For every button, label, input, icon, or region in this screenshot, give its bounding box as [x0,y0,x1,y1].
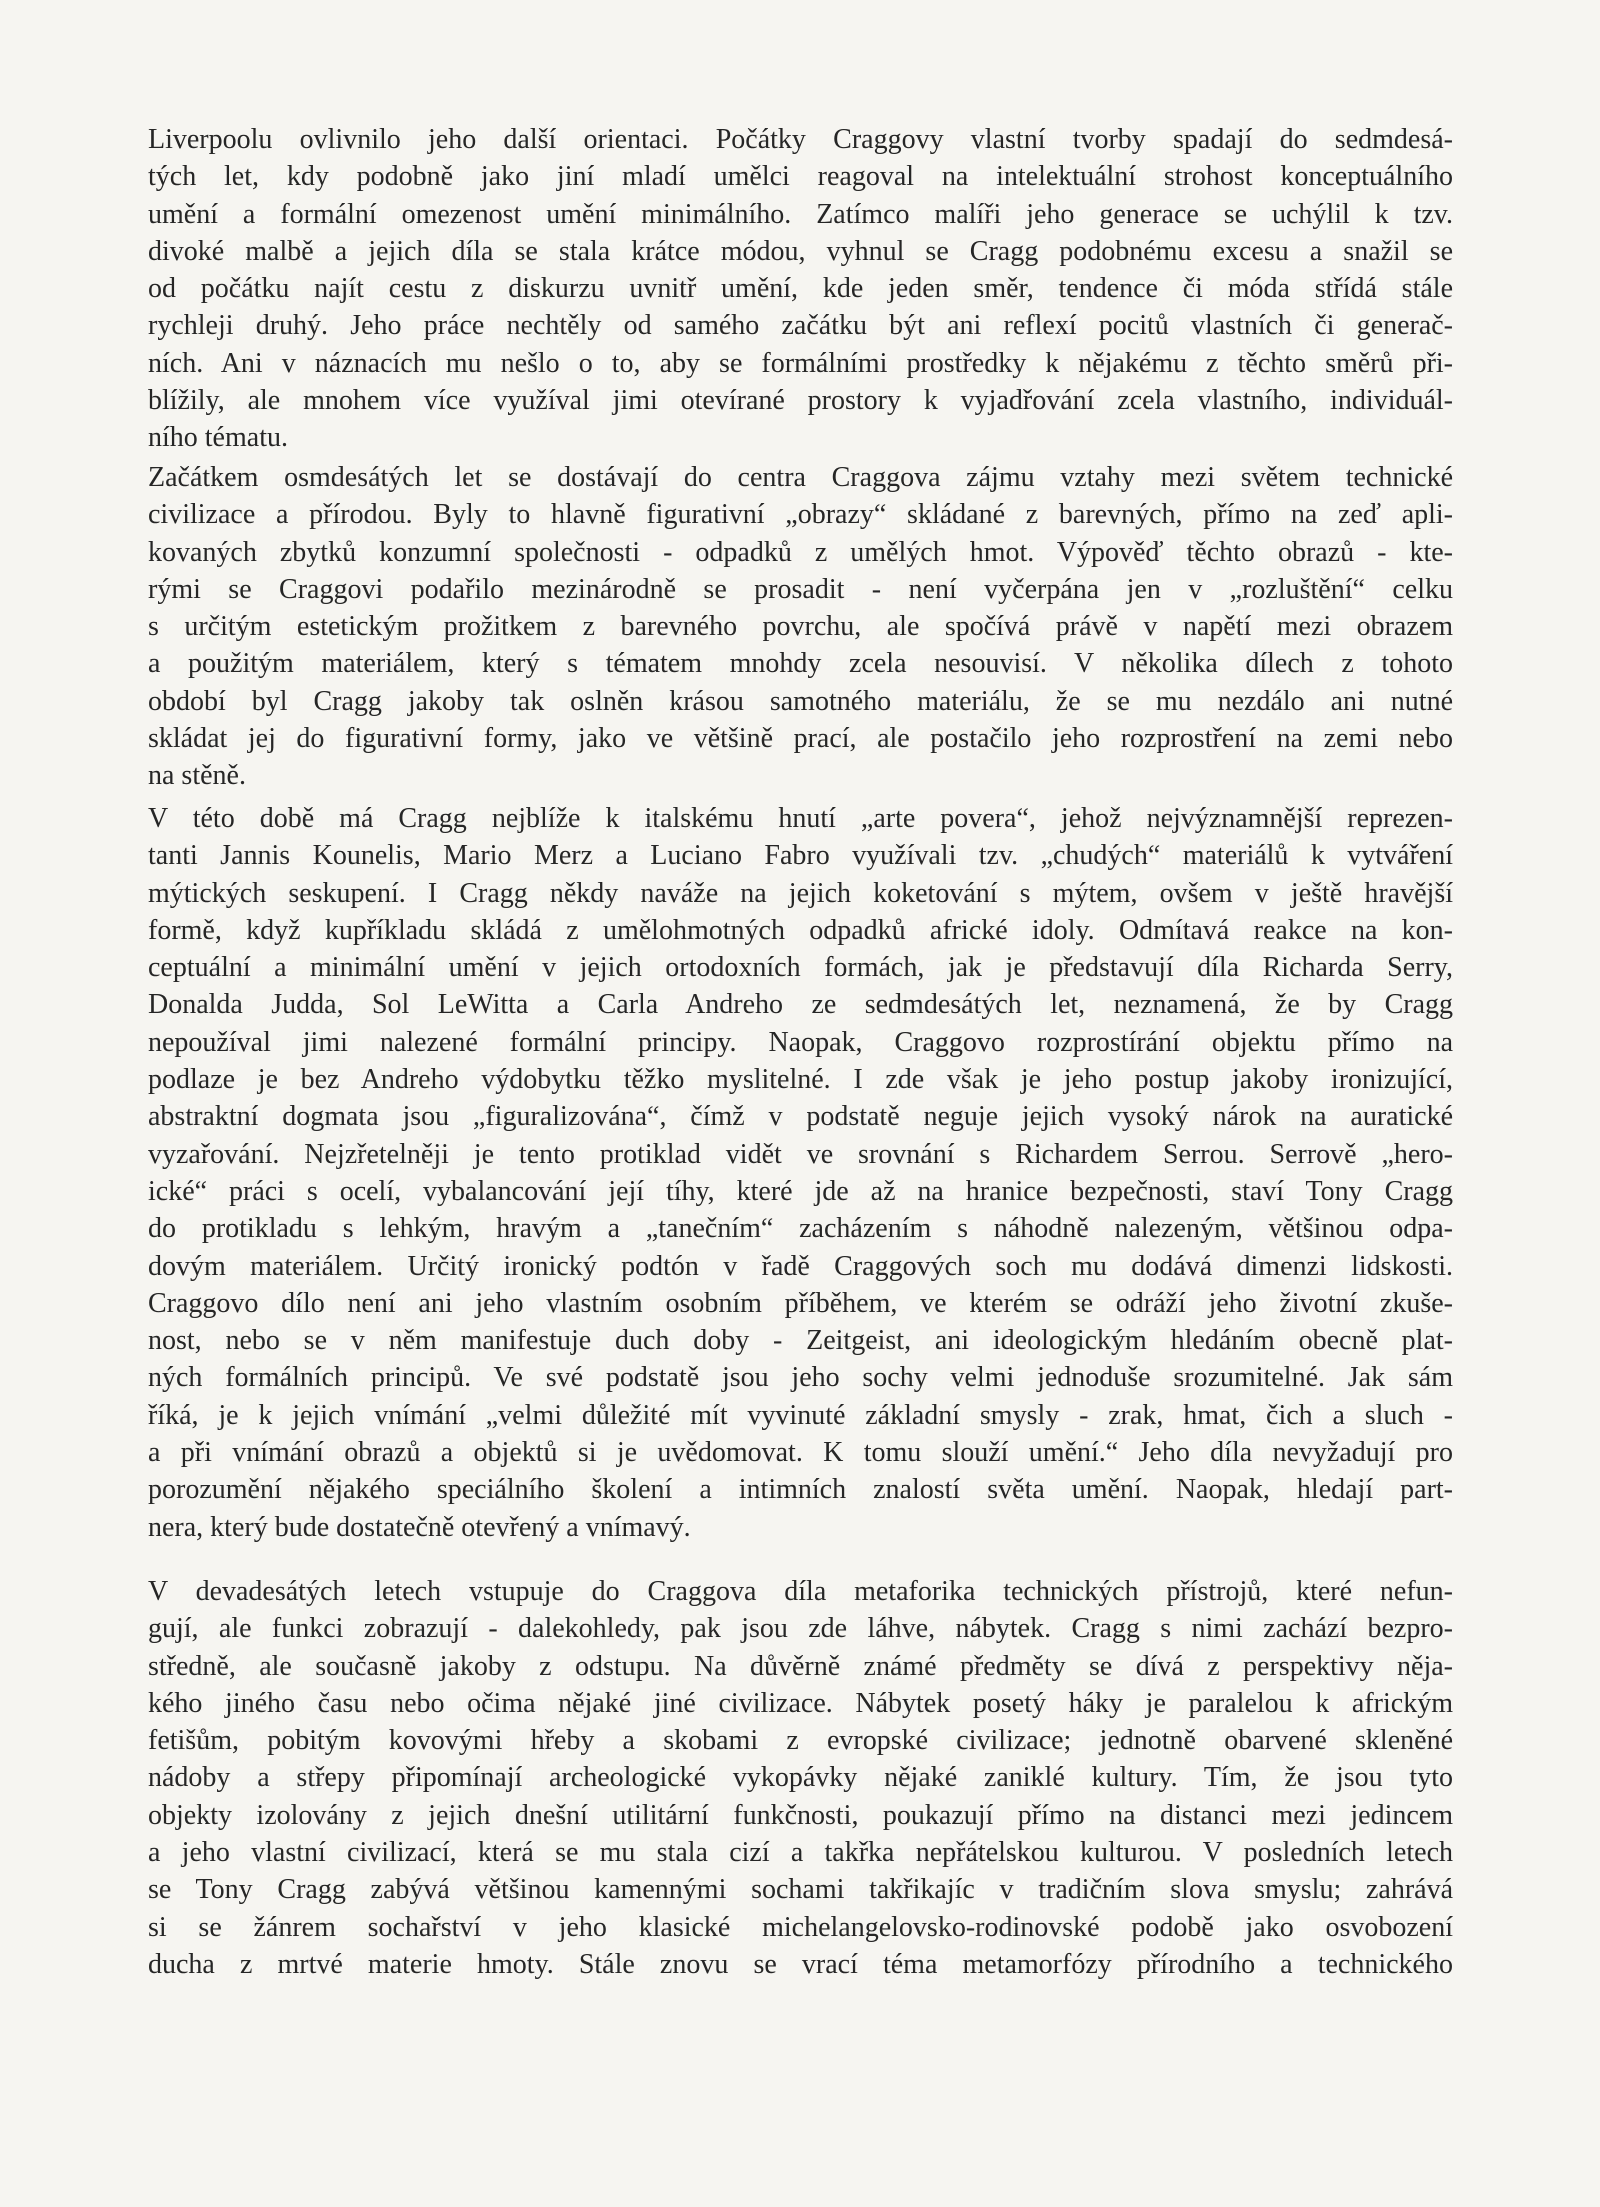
text-line: období byl Cragg jakoby tak oslněn krásou samotného materiálu, že se mu nezdálo ani nutné [148,685,1453,717]
text-line: ceptuální a minimální umění v jejich ortodoxních formách, jak je představují díla Richarda Serry, [148,952,1453,984]
paragraph-4 [148,1573,1453,1983]
text-line: blížily, ale mnohem více využíval jimi otevírané prostory k vyjadřování zcela vlastního, individuál- [148,385,1453,417]
text-line: Donalda Judda, Sol LeWitta a Carla Andreho ze sedmdesátých let, neznamená, že by Cragg [148,989,1453,1021]
text-line: Liverpoolu ovlivnilo jeho další orientaci. Počátky Craggovy vlastní tvorby spadají do sedmdesá- [148,124,1453,155]
text-line: si se žánrem sochařství v jeho klasické michelangelovsko-rodinovské podobě jako osvobození [148,1911,1453,1943]
text-line: kého jiného času nebo očima nějaké jiné civilizace. Nábytek posetý háky je paralelou k africkým [148,1687,1453,1719]
text-line: rychleji druhý. Jeho práce nechtěly od samého začátku být ani reflexí pocitů vlastních či generač- [148,310,1453,342]
text-line: tanti Jannis Kounelis, Mario Merz a Luciano Fabro využívali tzv. „chudých“ materiálů k vytváření [148,840,1453,872]
text-line: dovým materiálem. Určitý ironický podtón v řadě Craggových soch mu dodává dimenzi lidskosti. [148,1250,1453,1282]
text-line: na stěně. [148,760,246,792]
text-line: vyzařování. Nejzřetelněji je tento protiklad vidět ve srovnání s Richardem Serrou. Serrově „hero- [148,1138,1453,1170]
text-line: mýtických seskupení. I Cragg někdy naváže na jejich koketování s mýtem, ovšem v ještě hravější [148,877,1453,909]
text-line: nera, který bude dostatečně otevřený a vnímavý. [148,1511,691,1543]
text-line: kovaných zbytků konzumní společnosti - odpadků z umělých hmot. Výpověď těchto obrazů - kte- [148,536,1453,568]
text-line: Craggovo dílo není ani jeho vlastním osobním příběhem, ve kterém se odráží jeho životní zkuše- [148,1287,1453,1319]
text-line: formě, když kupříkladu skládá z umělohmotných odpadků africké idoly. Odmítavá reakce na kon- [148,914,1453,946]
text-line: ních. Ani v náznacích mu nešlo o to, aby se formálními prostředky k nějakému z těchto směrů při- [148,347,1453,379]
text-line: Začátkem osmdesátých let se dostávají do centra Craggova zájmu vztahy mezi světem technické [148,462,1453,493]
text-line: ducha z mrtvé materie hmoty. Stále znovu se vrací téma metamorfózy přírodního a technického [148,1948,1453,1980]
text-line: podlaze je bez Andreho výdobytku těžko myslitelné. I zde však je jeho postup jakoby ironizující, [148,1064,1453,1096]
text-line: ické“ práci s ocelí, vybalancování její tíhy, které jde až na hranice bezpečnosti, staví Tony Cragg [148,1175,1453,1207]
text-line: V devadesátých letech vstupuje do Craggova díla metaforika technických přístrojů, které nefun- [148,1576,1453,1607]
text-line: nost, nebo se v něm manifestuje duch doby - Zeitgeist, ani ideologickým hledáním obecně plat- [148,1325,1453,1357]
text-line: říká, je k jejich vnímání „velmi důležité mít vyvinuté základní smysly - zrak, hmat, čich a sluch - [148,1399,1453,1431]
text-line: civilizace a přírodou. Byly to hlavně figurativní „obrazy“ skládané z barevných, přímo na zeď apli- [148,499,1453,531]
text-line: V této době má Cragg nejblíže k italskému hnutí „arte povera“, jehož nejvýznamnější reprezen- [148,803,1453,834]
text-line: gují, ale funkci zobrazují - dalekohledy, pak jsou zde láhve, nábytek. Cragg s nimi zachází bezpro- [148,1613,1453,1645]
paragraph-1 [148,121,1453,457]
text-line: divoké malbě a jejich díla se stala krátce módou, vyhnul se Cragg podobnému excesu a snažil se [148,235,1453,267]
text-line: objekty izolovány z jejich dnešní utilitární funkčnosti, poukazují přímo na distanci mezi jedincem [148,1799,1453,1831]
text-line: do protikladu s lehkým, hravým a „tanečním“ zacházením s náhodně nalezeným, většinou odpa- [148,1213,1453,1245]
text-line: ního tématu. [148,422,288,454]
text-line: s určitým estetickým prožitkem z barevného povrchu, ale spočívá právě v napětí mezi obrazem [148,611,1453,643]
text-line: středně, ale současně jakoby z odstupu. Na důvěrně známé předměty se dívá z perspektivy něja- [148,1650,1453,1682]
text-line: abstraktní dogmata jsou „figuralizována“, čímž v podstatě neguje jejich vysoký nárok na auratické [148,1101,1453,1133]
text-line: se Tony Cragg zabývá většinou kamennými sochami takřikajíc v tradičním slova smyslu; zahrává [148,1874,1453,1906]
text-line: a při vnímání obrazů a objektů si je uvědomovat. K tomu slouží umění.“ Jeho díla nevyžadují pro [148,1437,1453,1469]
text-line: a použitým materiálem, který s tématem mnohdy zcela nesouvisí. V několika dílech z tohoto [148,648,1453,680]
text-line: porozumění nějakého speciálního školení a intimních znalostí světa umění. Naopak, hledají part- [148,1474,1453,1506]
text-line: skládat jej do figurativní formy, jako ve většině prací, ale postačilo jeho rozprostření na zemi nebo [148,723,1453,755]
text-line: fetišům, pobitým kovovými hřeby a skobami z evropské civilizace; jednotně obarvené skleněné [148,1725,1453,1757]
text-line: nepoužíval jimi nalezené formální principy. Naopak, Craggovo rozprostírání objektu přímo na [148,1026,1453,1058]
text-line: ných formálních principů. Ve své podstatě jsou jeho sochy velmi jednoduše srozumitelné. Jak sám [148,1362,1453,1394]
text-line: od počátku najít cestu z diskurzu uvnitř umění, kde jeden směr, tendence či móda střídá stále [148,273,1453,305]
text-line: a jeho vlastní civilizací, která se mu stala cizí a takřka nepřátelskou kulturou. V posledních letech [148,1837,1453,1869]
text-line: nádoby a střepy připomínají archeologické vykopávky nějaké zaniklé kultury. Tím, že jsou tyto [148,1762,1453,1794]
paragraph-2 [148,459,1453,795]
paragraph-3 [148,800,1453,1546]
text-line: tých let, kdy podobně jako jiní mladí umělci reagoval na intelektuální strohost konceptuálního [148,161,1453,193]
text-line: umění a formální omezenost umění minimálního. Zatímco malíři jeho generace se uchýlil k tzv. [148,198,1453,230]
text-line: rými se Craggovi podařilo mezinárodně se prosadit - není vyčerpána jen v „rozluštění“ celku [148,573,1453,605]
